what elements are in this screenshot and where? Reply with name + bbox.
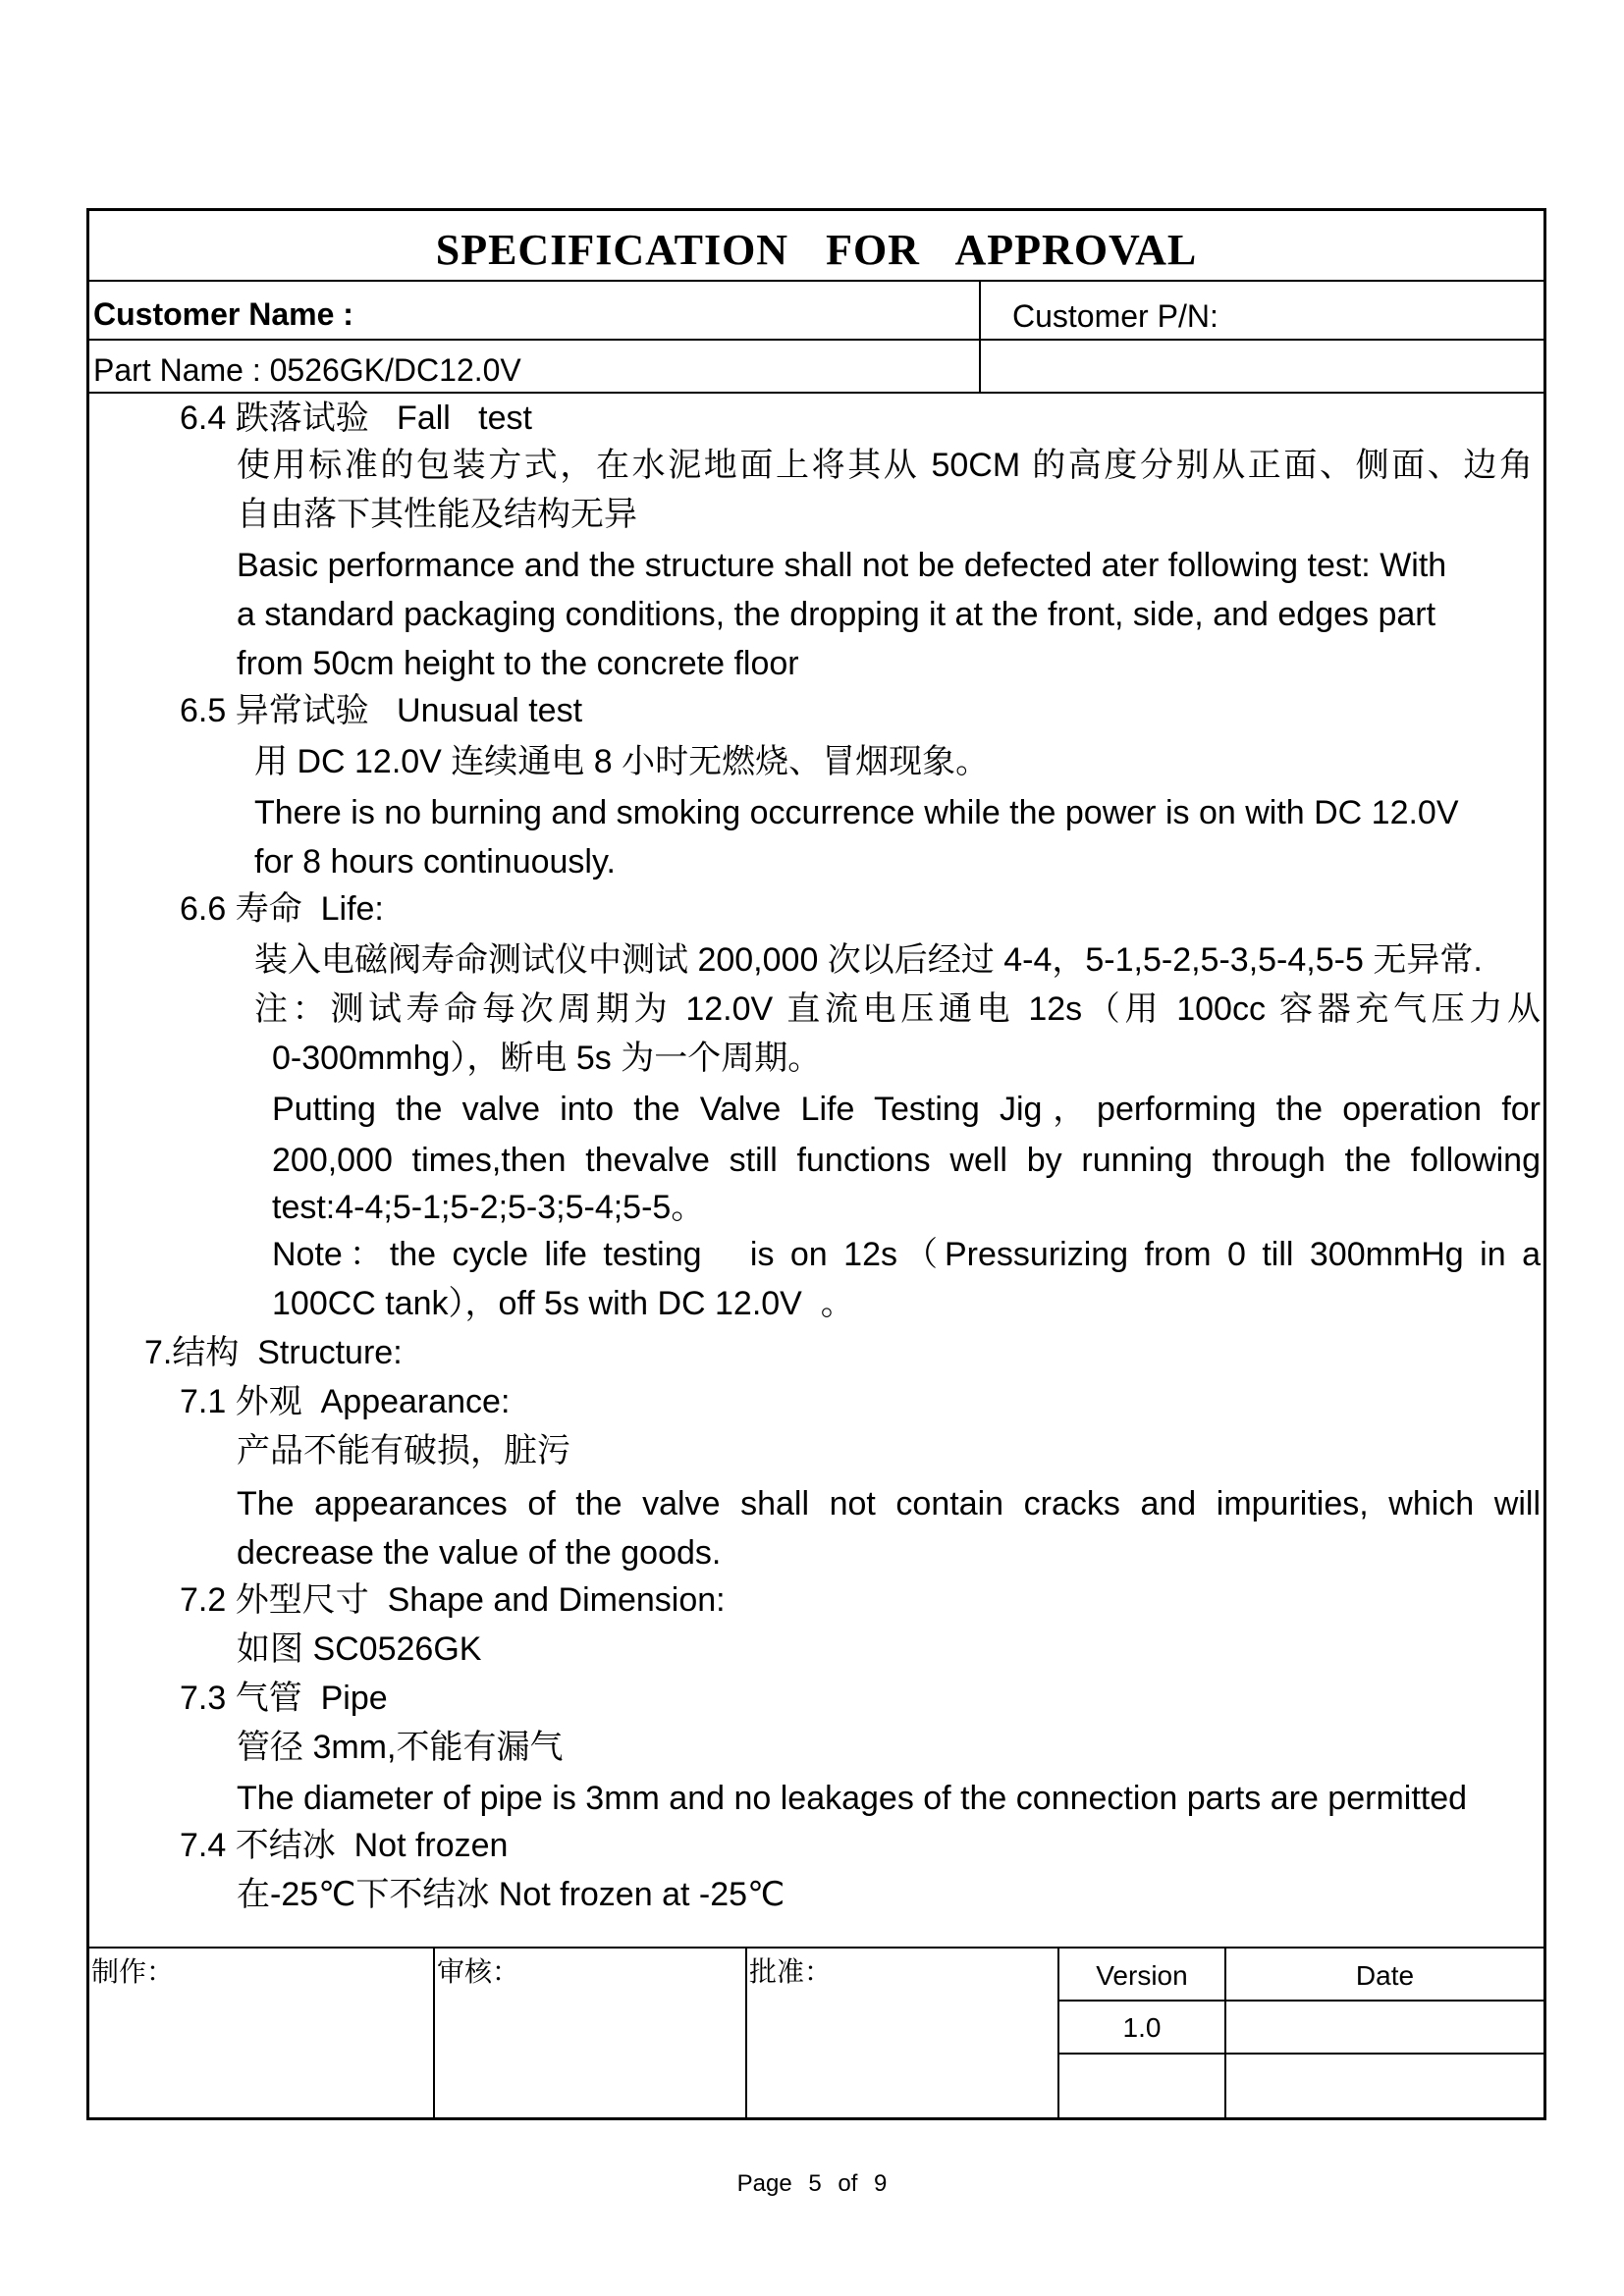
section-text: from 50cm height to the concrete floor — [237, 645, 799, 682]
footer-column-divider — [433, 1947, 435, 2120]
footer-divider — [89, 1947, 1543, 1949]
divider — [89, 392, 1543, 394]
section-text: 产品不能有破损，脏污 — [237, 1432, 570, 1469]
divider — [89, 280, 1543, 282]
section-text: Basic performance and the structure shall not be defected ater following test: With — [237, 547, 1447, 584]
header-column-divider — [979, 280, 981, 392]
section-6-5-heading: 6.5 异常试验 Unusual test — [180, 692, 583, 729]
date-label: Date — [1355, 1960, 1415, 1991]
section-text: 200,000 times,then thevalve still functions well by running through the following — [272, 1142, 1541, 1179]
section-text: test:4-4;5-1;5-2;5-3;5-4;5-5。 — [272, 1189, 705, 1226]
section-text: 装入电磁阀寿命测试仪中测试 200,000 次以后经过 4-4，5-1,5-2,5-3,5-4,5-5 无异常. — [254, 941, 1483, 979]
section-7-4-heading: 7.4 不结冰 Not frozen — [180, 1827, 509, 1864]
footer-row-divider — [1057, 2053, 1543, 2055]
reviewed-label: 审核： — [437, 1956, 520, 1987]
section-7-1-heading: 7.1 外观 Appearance: — [180, 1383, 511, 1420]
section-text: Putting the valve into the Valve Life Testing Jig，performing the operation for — [272, 1091, 1541, 1128]
section-text: Note：the cycle life testing is on 12s（Pressurizing from 0 till 300mmHg in a — [272, 1236, 1541, 1273]
section-text: 100CC tank），off 5s with DC 12.0V 。 — [272, 1285, 854, 1322]
version-label: Version — [1096, 1960, 1188, 1991]
section-6-6-heading: 6.6 寿命 Life: — [180, 890, 384, 928]
section-7-2-heading: 7.2 外型尺寸 Shape and Dimension: — [180, 1581, 726, 1619]
section-text: There is no burning and smoking occurrence while the power is on with DC 12.0V — [254, 794, 1459, 831]
section-text: 注：测试寿命每次周期为 12.0V 直流电压通电 12s（用 100cc 容器充气压力从 — [254, 990, 1541, 1028]
approved-label: 批准： — [749, 1956, 833, 1987]
footer-column-divider — [745, 1947, 747, 2120]
spec-content — [89, 396, 1543, 1913]
section-text: 使用标准的包装方式，在水泥地面上将其从 50CM 的高度分别从正面、侧面、边角 — [237, 447, 1533, 484]
customer-pn-label: Customer P/N: — [1012, 298, 1218, 334]
divider — [89, 339, 1543, 341]
customer-name-label: Customer Name : — [93, 296, 353, 332]
section-text: for 8 hours continuously. — [254, 843, 616, 881]
section-text: 管径 3mm,不能有漏气 — [237, 1729, 564, 1766]
section-text: decrease the value of the goods. — [237, 1534, 722, 1572]
section-6-4-heading: 6.4 跌落试验 Fall test — [180, 400, 532, 437]
section-7-3-heading: 7.3 气管 Pipe — [180, 1680, 388, 1717]
section-text: a standard packaging conditions, the dropping it at the front, side, and edges part — [237, 596, 1436, 633]
specification-form — [86, 208, 1546, 2120]
section-7-heading: 7.结构 Structure: — [144, 1334, 403, 1371]
page-number: Page 5 of 9 — [736, 2170, 888, 2197]
part-name: Part Name : 0526GK/DC12.0V — [93, 352, 521, 388]
made-by-label: 制作： — [91, 1956, 175, 1987]
section-text: 0-300mmhg），断电 5s 为一个周期。 — [272, 1040, 822, 1077]
section-text: 在-25℃下不结冰 Not frozen at -25℃ — [237, 1876, 785, 1913]
footer-row-divider — [1057, 2000, 1543, 2002]
section-text: The appearances of the valve shall not contain cracks and impurities, which will — [237, 1485, 1541, 1522]
section-text: 自由落下其性能及结构无异 — [237, 496, 637, 533]
section-text: 用 DC 12.0V 连续通电 8 小时无燃烧、冒烟现象。 — [254, 743, 990, 780]
version-value: 1.0 — [1122, 2012, 1162, 2043]
section-text: The diameter of pipe is 3mm and no leakages of the connection parts are permitted — [237, 1780, 1468, 1817]
section-text: 如图 SC0526GK — [237, 1630, 482, 1668]
document-title: SPECIFICATION FOR APPROVAL — [435, 226, 1198, 274]
